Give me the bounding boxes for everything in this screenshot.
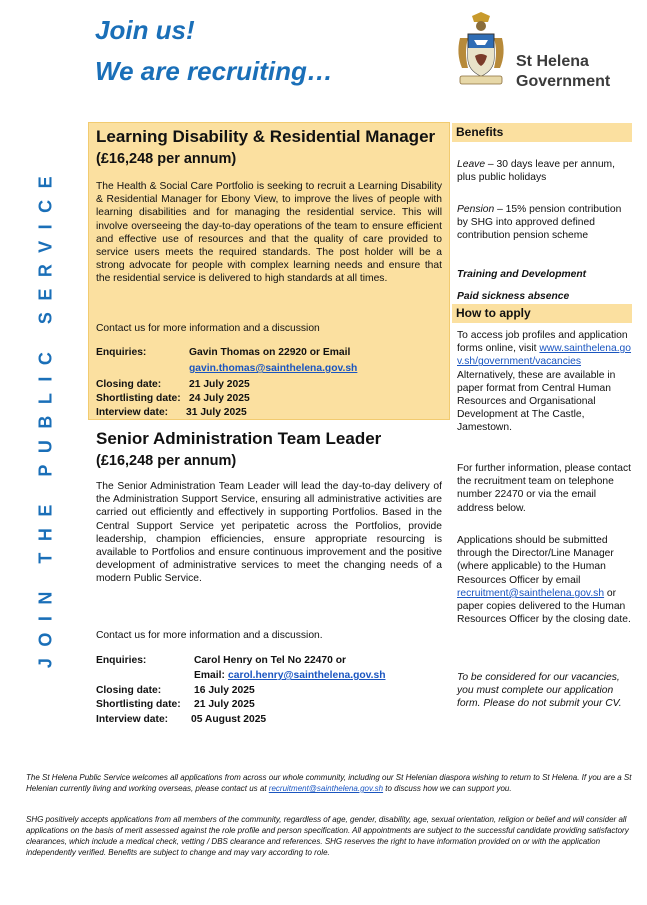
job1-enquiries-value: Gavin Thomas on 22920 or Email: [189, 347, 351, 358]
job1-contact-line: Contact us for more information and a discussion: [96, 323, 320, 334]
job2-salary: (£16,248 per annum): [96, 453, 237, 469]
how-to-apply-heading: How to apply: [452, 304, 632, 323]
job2-contact-line: Contact us for more information and a discussion.: [96, 630, 323, 641]
benefit-training: Training and Development: [457, 269, 587, 280]
footer-recruitment-email-link[interactable]: recruitment@sainthelena.gov.sh: [268, 784, 384, 793]
vertical-banner: JOIN THE PUBLIC SERVICE: [35, 164, 56, 669]
job1-closing-label: Closing date:: [96, 379, 162, 390]
job1-enquiries-email-link[interactable]: gavin.thomas@sainthelena.gov.sh: [189, 363, 358, 374]
headline-recruiting: We are recruiting…: [95, 56, 333, 86]
recruitment-email-link[interactable]: recruitment@sainthelena.gov.sh: [457, 587, 605, 599]
job2-closing-label: Closing date:: [96, 685, 162, 696]
job1-title: Learning Disability & Residential Manager: [96, 127, 436, 146]
job1-shortlisting-label: Shortlisting date:: [96, 393, 181, 404]
government-name: St Helena Government: [516, 53, 611, 90]
job2-email-label: Email:: [194, 670, 225, 681]
job2-shortlisting-label: Shortlisting date:: [96, 699, 181, 710]
coat-of-arms-logo: [452, 10, 510, 90]
apply-paragraph-contact: For further information, please contact the recruitment team on telephone number 22470 or via the email address below.: [457, 463, 631, 514]
job2-enquiries-label: Enquiries:: [96, 655, 147, 666]
footer-equality-paragraph: SHG positively accepts applications from all members of the community, regardless of age, gender, disability, age, sexual orientation, religion or belief and will consider all applications on the basis of merit assessed against the role profile and person specification. All appointments are subject to the successful candidate providing satisfactory clearances, which include a medical check, vetting / DBS clearance and references. SHG reserves the right to have information provided on or with the application independently verified. Benefits are subject to change and may vary according to role.: [26, 815, 629, 857]
job1-interview-label: Interview date:: [96, 407, 169, 418]
benefit-leave: Leave – 30 days leave per annum, plus public holidays: [457, 159, 616, 184]
benefit-pension: Pension – 15% pension contribution by SHG into approved defined contribution pension scheme: [457, 204, 622, 242]
apply-paragraph-online: To access job profiles and application forms online, visit www.sainthelena.gov.sh/government/vacancies Alternatively, these are available in paper format from Central Human Resources and Organisational Development at The Castle, Jamestown.: [457, 330, 632, 434]
job2-shortlisting-value: 21 July 2025: [194, 699, 255, 710]
job1-interview-value: 31 July 2025: [186, 407, 247, 418]
job2-enquiries-email-link[interactable]: carol.henry@sainthelena.gov.sh: [228, 670, 386, 681]
footer-welcome-paragraph: The St Helena Public Service welcomes all applications from across our whole community, including our St Helenian diaspora wishing to return to St Helena. If you are a St Helenian currently living and working overseas, please contact us at recruitment@sainthelena.gov.sh to discuss how we can support you.: [26, 773, 632, 793]
vacancies-link[interactable]: www.sainthelena.gov.sh/government/vacancies: [457, 343, 632, 368]
headline-join-us: Join us!: [95, 15, 195, 45]
job2-closing-value: 16 July 2025: [194, 685, 255, 696]
benefit-sickness: Paid sickness absence: [457, 291, 570, 302]
job2-enquiries-value: Carol Henry on Tel No 22470 or: [194, 655, 347, 666]
apply-paragraph-cv-note: To be considered for our vacancies, you must complete our application form. Please do not submit your CV.: [457, 672, 622, 710]
job1-closing-value: 21 July 2025: [189, 379, 250, 390]
job1-description: The Health & Social Care Portfolio is seeking to recruit a Learning Disability & Residential Manager for Ebony View, to improve the lives of people with learning disabilities and for managing the residential service. This will involve overseeing the day-to-day operations of the team to ensure efficient and effective use of resources and that the quality of care provided to service users meets the required standards. The post holder will be a strong advocate for people with complex learning needs and ensure that the residential service is delivered to high standards at all times.: [96, 181, 442, 285]
job1-shortlisting-value: 24 July 2025: [189, 393, 250, 404]
benefits-heading: Benefits: [452, 123, 632, 142]
job2-interview-label: Interview date:: [96, 714, 169, 725]
job2-interview-value: 05 August 2025: [191, 714, 267, 725]
job2-title: Senior Administration Team Leader: [96, 429, 382, 448]
apply-paragraph-submit: Applications should be submitted through the Director/Line Manager (where applicable) to the Human Resources Officer by email recruitment@sainthelena.gov.sh or paper copies delivered to the Human Resources Officer by the closing date.: [457, 535, 631, 626]
job1-enquiries-label: Enquiries:: [96, 347, 147, 358]
job1-salary: (£16,248 per annum): [96, 151, 237, 167]
job2-description: The Senior Administration Team Leader will lead the day-to-day delivery of the Administration Support Service, ensuring all administrative activities are carried out efficiently and effectively in supporting Portfolios. Based in the Central Support Service yet peripatetic across the Portfolios, provide leadership, champion efficiencies, ensure appropriate resourcing is available to Portfolios and ensure continuous improvement and the positive development of administrative services to meet the changing needs of a modern Public Service.: [96, 481, 442, 585]
